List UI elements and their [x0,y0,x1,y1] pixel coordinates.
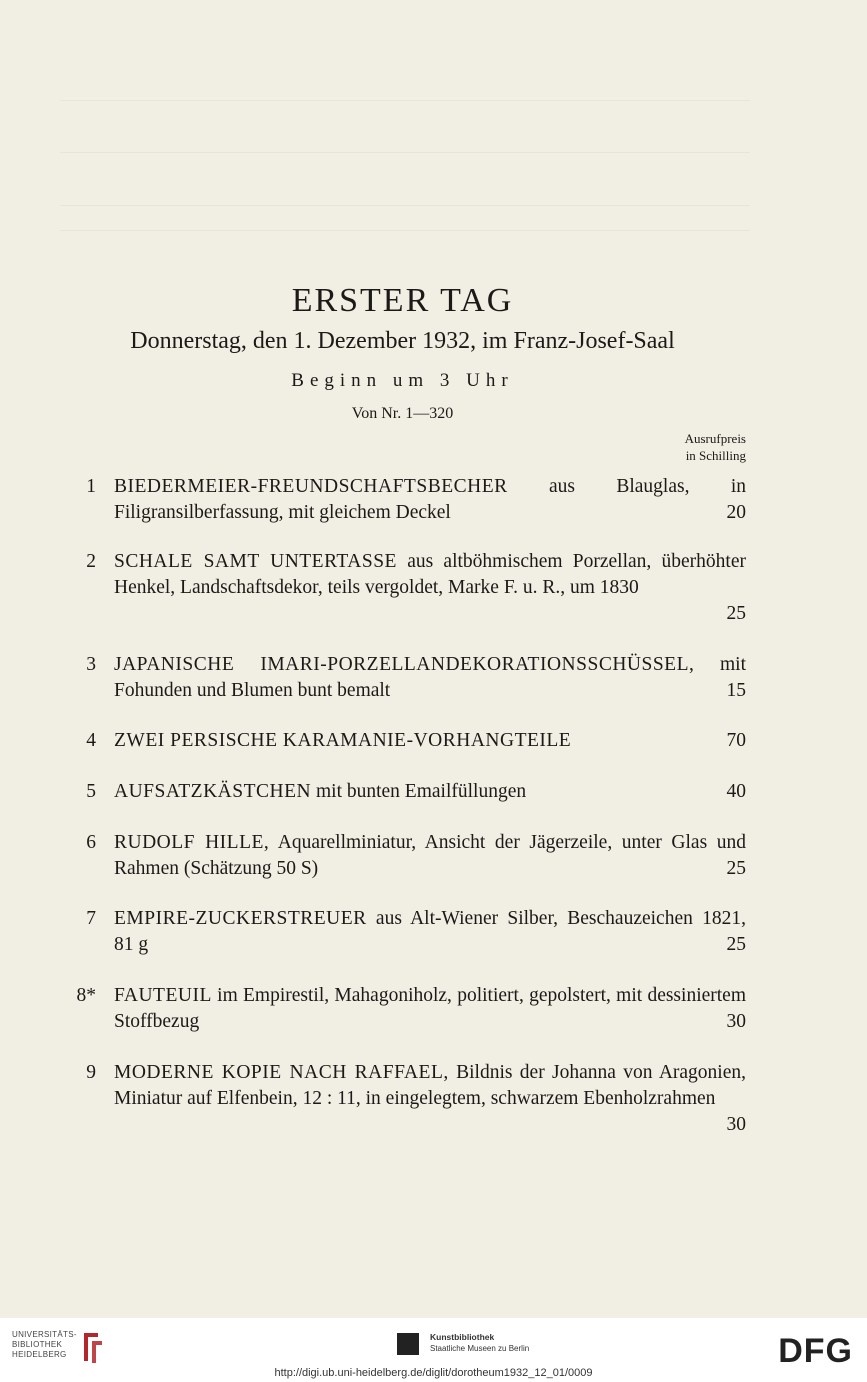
lot-price: 30 [726,1011,746,1032]
show-through-line [60,205,750,206]
lot-number: 3 [86,654,96,675]
lot-entry [70,549,746,627]
lot-description [114,728,746,754]
lot-title: JAPANISCHE IMARI-PORZELLANDEKORATIONSSCHÜSSEL, [114,654,695,675]
lot-text: mit bunten Emailfüllungen [311,781,527,802]
lot-number: 6 [86,832,96,853]
lot-description [114,1060,746,1112]
lot-description [114,830,746,882]
lot-price: 25 [726,858,746,879]
price-column-header [685,430,746,464]
lot-text: Bildnis der Johanna von Aragonien, Miniatur auf Elfenbein, 12 : 11, in eingelegtem, schwarzem Ebenholzrahmen [114,1062,746,1109]
lot-price: 30 [726,1114,746,1135]
price-header-line2: in Schilling [685,448,746,463]
lot-text: aus Alt-Wiener Silber, Beschauzeichen 1821, 81 g [114,908,746,955]
uni-logo-line2: BIBLIOTHEK [12,1340,63,1349]
lot-entry [70,906,746,958]
lot-range: Von Nr. 1—320 [351,405,454,422]
show-through-line [60,230,750,231]
lot-price: 40 [726,781,746,802]
date-line: Donnerstag, den 1. Dezember 1932, im Franz-Josef-Saal [130,328,675,354]
lot-entry [70,652,746,704]
lot-number: 8* [76,985,96,1006]
price-header-line1: Ausrufpreis [684,431,746,446]
lot-price: 20 [726,502,746,523]
lot-description [114,652,746,704]
source-url-link[interactable]: http://digi.ub.uni-heidelberg.de/diglit/dorotheum1932_12_01/0009 [274,1367,593,1379]
lot-entry [70,1060,746,1138]
lot-description [114,779,746,805]
lot-entry [70,474,746,526]
lot-description [114,474,746,526]
lot-number: 4 [86,730,96,751]
uni-logo-line3: HEIDELBERG [12,1350,67,1359]
lot-entry [70,983,746,1035]
lot-title: BIEDERMEIER-FREUNDSCHAFTSBECHER [114,476,508,497]
lot-number: 5 [86,781,96,802]
kunstbibliothek-logo-icon [397,1333,419,1355]
lot-price: 25 [726,603,746,624]
lot-entry [70,830,746,882]
lot-description [114,983,746,1035]
show-through-line [60,100,750,101]
lot-title: RUDOLF HILLE, [114,832,270,853]
lot-description [114,906,746,958]
lot-text: im Empirestil, Mahagoniholz, politiert, gepolstert, mit dessiniertem Stoffbezug [114,985,746,1032]
lot-price: 70 [726,730,746,751]
lot-number: 9 [86,1062,96,1083]
lot-text: mit Fohunden und Blumen bunt bemalt [114,654,746,701]
heidelberg-emblem-icon [80,1329,104,1365]
lot-title: EMPIRE-ZUCKERSTREUER [114,908,367,929]
lot-title: ZWEI PERSISCHE KARAMANIE-VORHANGTEILE [114,730,572,751]
page-title: ERSTER TAG [291,282,514,319]
lot-title: MODERNE KOPIE NACH RAFFAEL, [114,1062,449,1083]
dfg-logo[interactable]: DFG [778,1332,853,1370]
lot-number: 2 [86,551,96,572]
lot-text: Aquarellminiatur, Ansicht der Jägerzeile, unter Glas und Rahmen (Schätzung 50 S) [114,832,746,879]
lot-entry [70,779,746,805]
lot-title: AUFSATZKÄSTCHEN [114,781,312,802]
lot-number: 1 [86,476,96,497]
lot-price: 25 [726,934,746,955]
heidelberg-library-logo[interactable] [12,1330,76,1360]
lot-title: FAUTEUIL [114,985,212,1006]
lot-text: aus Blauglas, in Filigransilberfassung, mit gleichem Deckel [114,476,746,523]
start-time: Beginn um 3 Uhr [291,370,514,391]
show-through-line [60,152,750,153]
kb-name: Kunstbibliothek [430,1332,495,1342]
lot-description [114,549,746,601]
kb-sub: Staatliche Museen zu Berlin [430,1344,530,1353]
lot-title: SCHALE SAMT UNTERTASSE [114,551,397,572]
lot-number: 7 [86,908,96,929]
uni-logo-line1: UNIVERSITÄTS- [12,1330,77,1339]
lot-text: aus altböhmischem Porzellan, überhöhter Henkel, Landschaftsdekor, teils vergoldet, Marke F. u. R., um 1830 [114,551,746,598]
lot-entry [70,728,746,754]
lot-price: 15 [726,680,746,701]
kunstbibliothek-label[interactable] [430,1332,529,1354]
